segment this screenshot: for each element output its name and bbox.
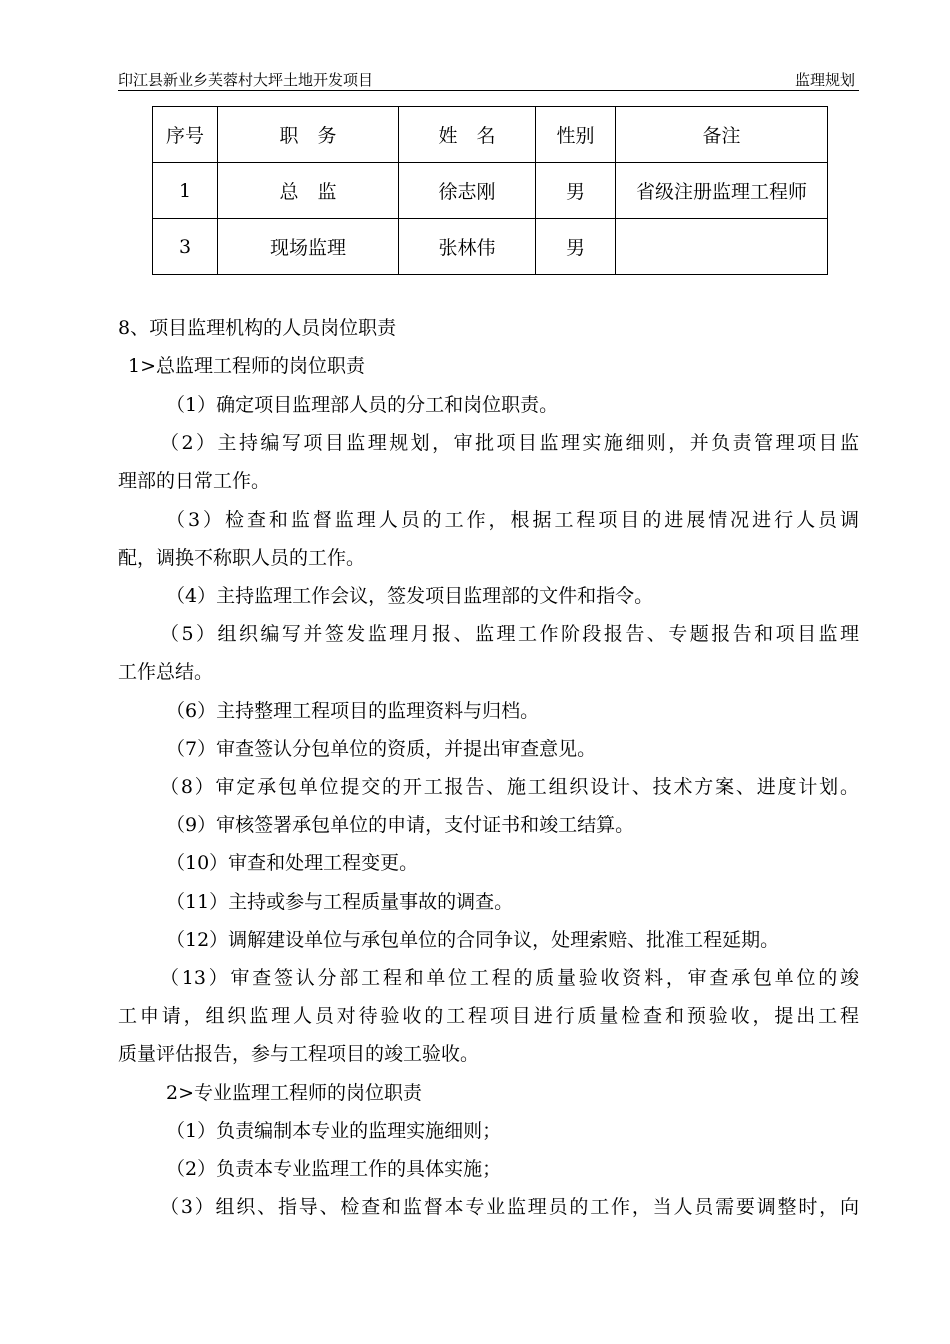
- header-doc-type: 监理规划: [794, 71, 855, 89]
- table-cell: 省级注册监理工程师: [616, 163, 828, 219]
- duty-item: （5）组织编写并签发监理月报、监理工作阶段报告、专题报告和项目监理: [160, 623, 859, 645]
- table-cell: 3: [153, 219, 218, 275]
- duty-item: （3）组织、指导、检查和监督本专业监理员的工作，当人员需要调整时，向: [160, 1196, 859, 1218]
- duty-item: （1）确定项目监理部人员的分工和岗位职责。: [166, 394, 559, 416]
- subsection-title: 2>专业监理工程师的岗位职责: [166, 1082, 423, 1104]
- header-project-name: 印江县新业乡芙蓉村大坪土地开发项目: [118, 71, 374, 89]
- duty-item: （12）调解建设单位与承包单位的合同争议，处理索赔、批准工程延期。: [166, 929, 780, 951]
- table-cell: 总 监: [218, 163, 399, 219]
- table-row: [153, 219, 828, 275]
- table-row: [153, 163, 828, 219]
- duty-item-continued: 工申请，组织监理人员对待验收的工程项目进行质量检查和预验收，提出工程: [118, 1005, 859, 1027]
- duty-item-continued: 配，调换不称职人员的工作。: [118, 547, 366, 569]
- duty-item: （9）审核签署承包单位的申请，支付证书和竣工结算。: [166, 814, 635, 836]
- duty-item: （4）主持监理工作会议，签发项目监理部的文件和指令。: [166, 585, 654, 607]
- table-cell: [616, 219, 828, 275]
- header-cell-name: 姓 名: [399, 107, 536, 163]
- duty-item: （7）审查签认分包单位的资质，并提出审查意见。: [166, 738, 597, 760]
- table-header-row: [153, 107, 828, 163]
- duty-item: （11）主持或参与工程质量事故的调查。: [166, 891, 514, 913]
- duty-item-continued: 理部的日常工作。: [118, 470, 271, 492]
- table-cell: 现场监理: [218, 219, 399, 275]
- duty-item: （8）审定承包单位提交的开工报告、施工组织设计、技术方案、进度计划。: [160, 776, 859, 798]
- table-cell: 男: [536, 163, 616, 219]
- header-cell-gender: 性别: [536, 107, 616, 163]
- staff-table: [152, 106, 828, 275]
- section-title: 8、项目监理机构的人员岗位职责: [118, 317, 397, 339]
- duty-item: （3）检查和监督监理人员的工作，根据工程项目的进展情况进行人员调: [166, 509, 859, 531]
- table-cell: 张林伟: [399, 219, 536, 275]
- page-header: [118, 70, 859, 91]
- table-cell: 1: [153, 163, 218, 219]
- subsection-title: 1>总监理工程师的岗位职责: [128, 355, 366, 377]
- duty-item: （13）审查签认分部工程和单位工程的质量验收资料，审查承包单位的竣: [160, 967, 859, 989]
- duty-item-continued: 质量评估报告，参与工程项目的竣工验收。: [118, 1043, 480, 1065]
- header-cell-position: 职 务: [218, 107, 399, 163]
- duty-item: （2）负责本专业监理工作的具体实施；: [166, 1158, 502, 1180]
- table-cell: 徐志刚: [399, 163, 536, 219]
- table-cell: 男: [536, 219, 616, 275]
- header-cell-remark: 备注: [616, 107, 828, 163]
- duty-item: （2）主持编写项目监理规划，审批项目监理实施细则，并负责管理项目监: [160, 432, 859, 454]
- duty-item: （10）审查和处理工程变更。: [166, 852, 419, 874]
- header-cell-index: 序号: [153, 107, 218, 163]
- duty-item: （6）主持整理工程项目的监理资料与归档。: [166, 700, 540, 722]
- duty-item: （1）负责编制本专业的监理实施细则；: [166, 1120, 502, 1142]
- duty-item-continued: 工作总结。: [118, 661, 214, 683]
